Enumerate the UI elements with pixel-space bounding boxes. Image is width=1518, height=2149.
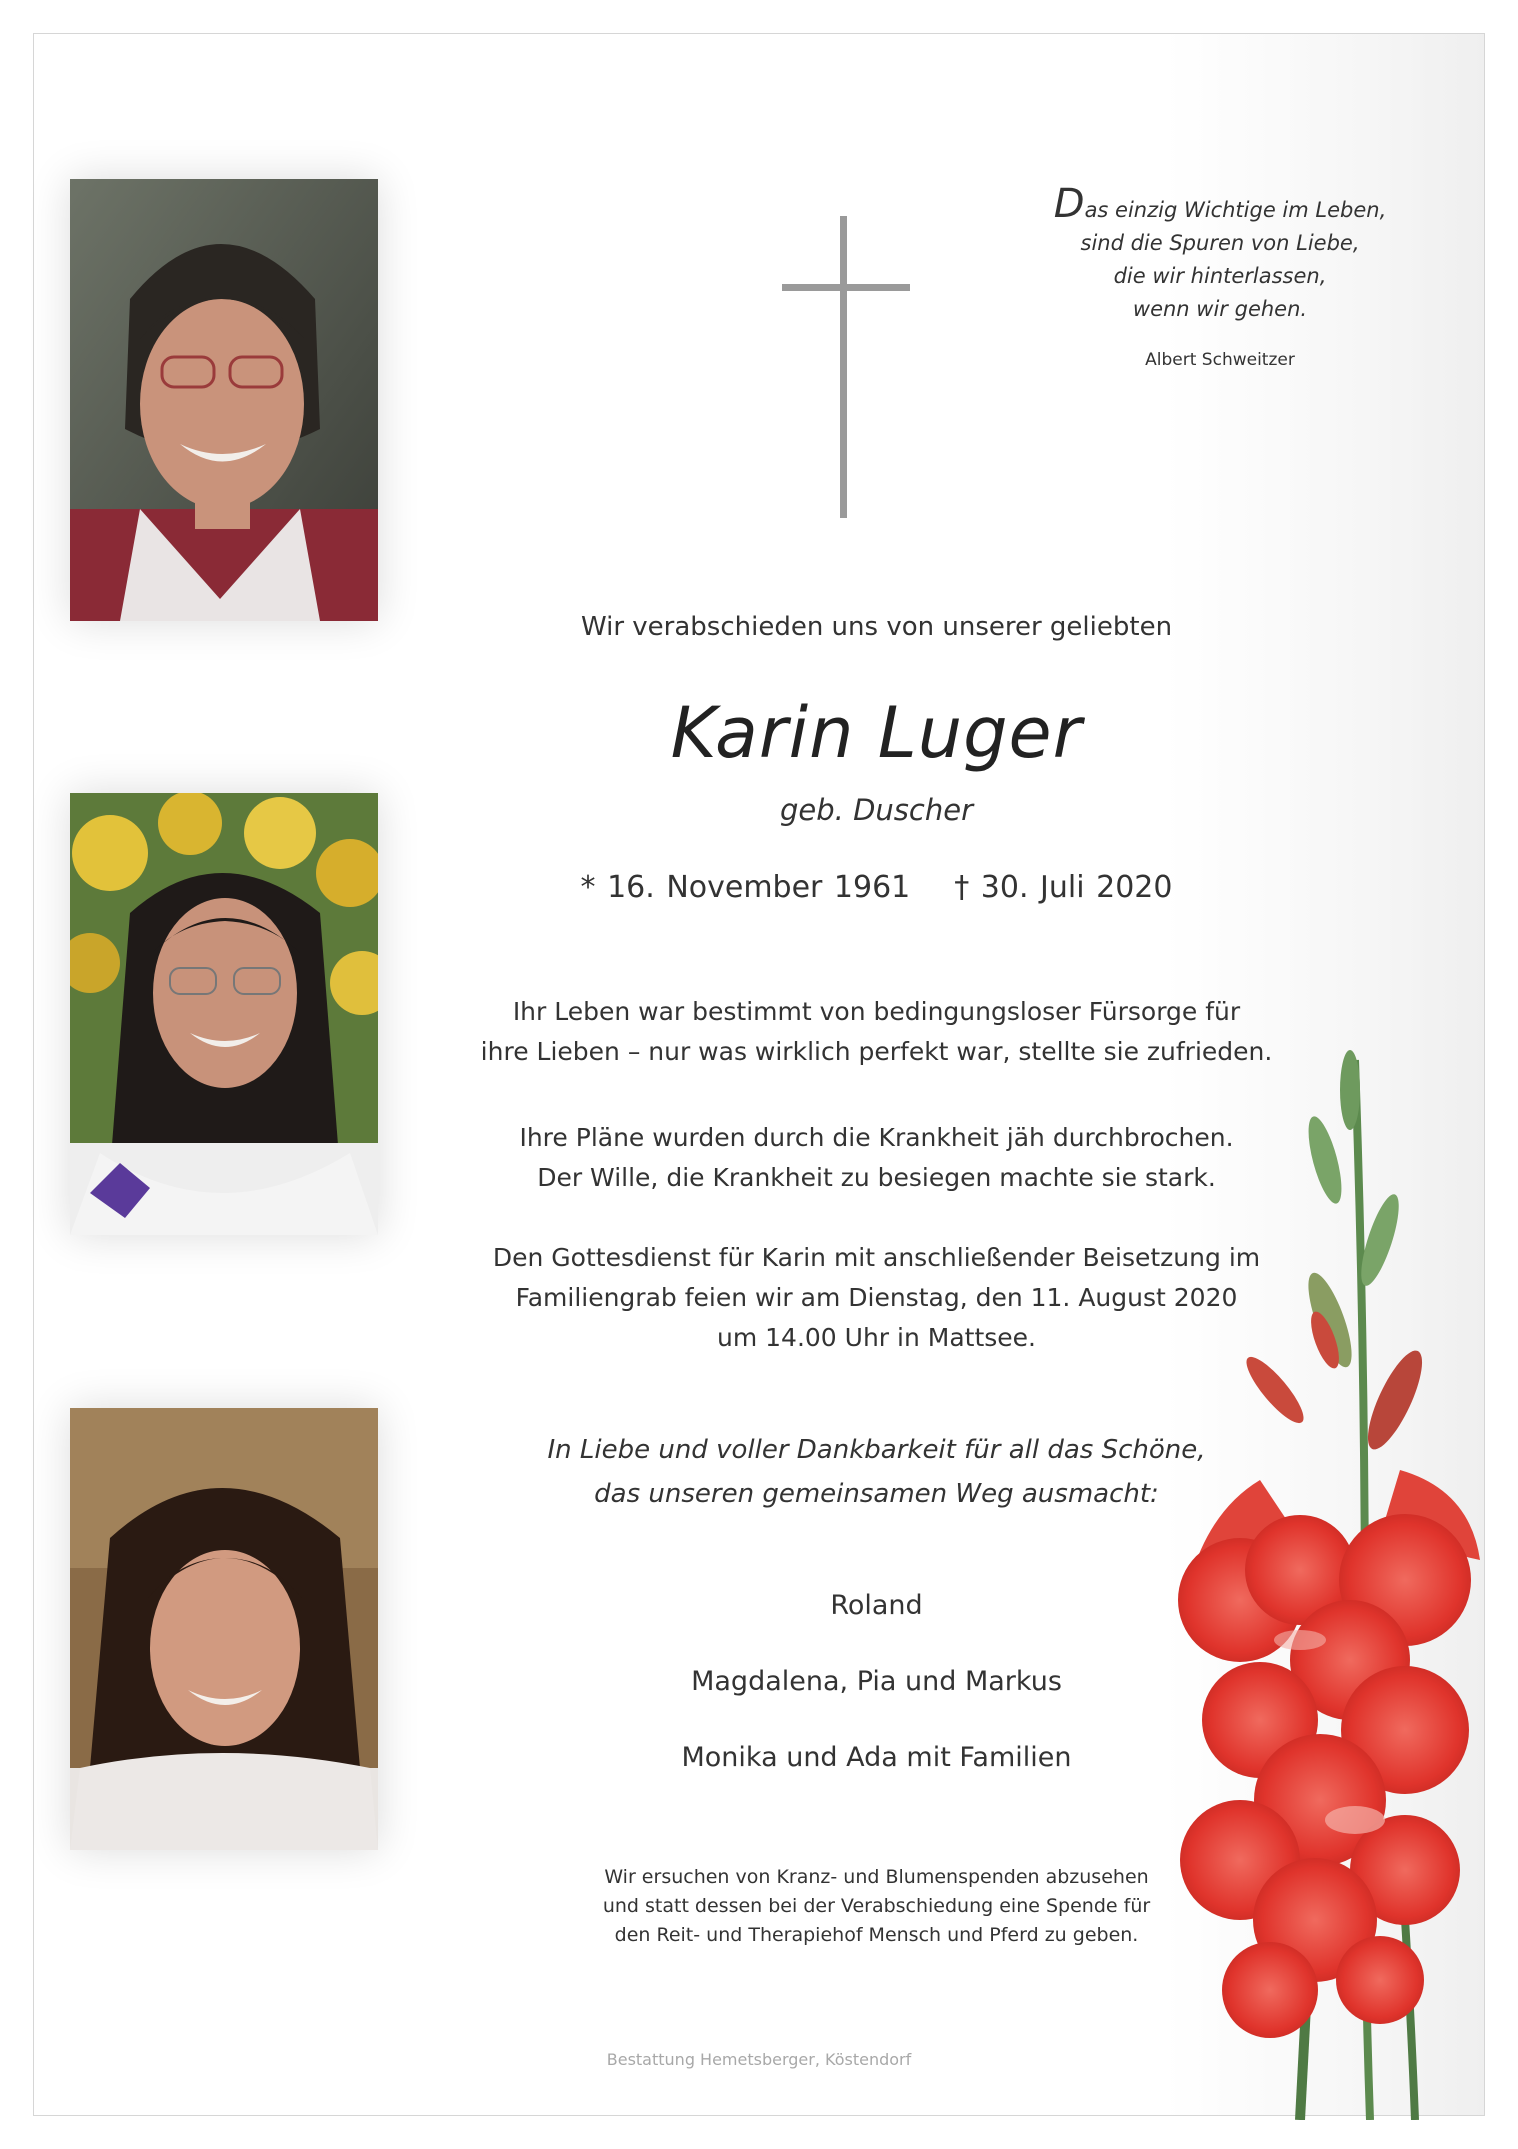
portrait-photo-3 <box>70 1408 378 1850</box>
donation-request: Wir ersuchen von Kranz- und Blumenspenden abzusehen und statt dessen bei der Verabschiedung eine Spende für den Reit- und Therapiehof Mensch und Pferd zu geben. <box>602 1866 1151 1946</box>
quote-line-2: sind die Spuren von Liebe, <box>1080 231 1360 255</box>
paragraph-1: Ihr Leben war bestimmt von bedingungsloser Fürsorge für ihre Lieben – nur was wirklich perfekt war, stellte sie zufrieden. <box>480 997 1273 1066</box>
quote-author: Albert Schweitzer <box>1145 350 1295 370</box>
quote-line-3: die wir hinterlassen, <box>1113 264 1327 288</box>
portrait-photo-2 <box>70 793 378 1235</box>
cross-horizontal-bar <box>782 284 910 291</box>
intro-text: Wir verabschieden uns von unserer geliebten <box>580 612 1173 642</box>
portrait-photo-1 <box>70 179 378 621</box>
quote-line-4: wenn wir gehen. <box>1132 297 1308 321</box>
quote-text <box>1010 181 1430 326</box>
family-member-1: Roland <box>830 1590 923 1621</box>
paragraph-2: Ihre Pläne wurden durch die Krankheit jäh durchbrochen. Der Wille, die Krankheit zu besiegen machte sie stark. <box>519 1123 1234 1192</box>
death-date: † 30. Juli 2020 <box>954 870 1173 905</box>
family-member-2: Magdalena, Pia und Markus <box>691 1666 1062 1697</box>
thanks-text: In Liebe und voller Dankbarkeit für all das Schöne, das unseren gemeinsamen Weg ausmacht: <box>547 1435 1206 1509</box>
quote-line-1: Das einzig Wichtige im Leben, <box>1053 181 1387 227</box>
life-dates <box>420 870 1333 905</box>
cross-symbol <box>782 216 910 518</box>
paragraph-3-service: Den Gottesdienst für Karin mit anschließender Beisetzung im Familiengrab feien wir am Dienstag, den 11. August 2020 um 14.00 Uhr in Mattsee. <box>492 1243 1261 1352</box>
funeral-home-footer: Bestattung Hemetsberger, Köstendorf <box>606 2050 912 2069</box>
gladiolus-illustration <box>1150 1040 1490 2120</box>
birth-date: * 16. November 1961 <box>580 870 911 905</box>
deceased-name: Karin Luger <box>670 692 1083 774</box>
cross-vertical-bar <box>840 216 847 518</box>
maiden-name: geb. Duscher <box>779 793 973 827</box>
quote-dropcap: D <box>1053 181 1085 227</box>
family-member-3: Monika und Ada mit Familien <box>681 1742 1072 1773</box>
